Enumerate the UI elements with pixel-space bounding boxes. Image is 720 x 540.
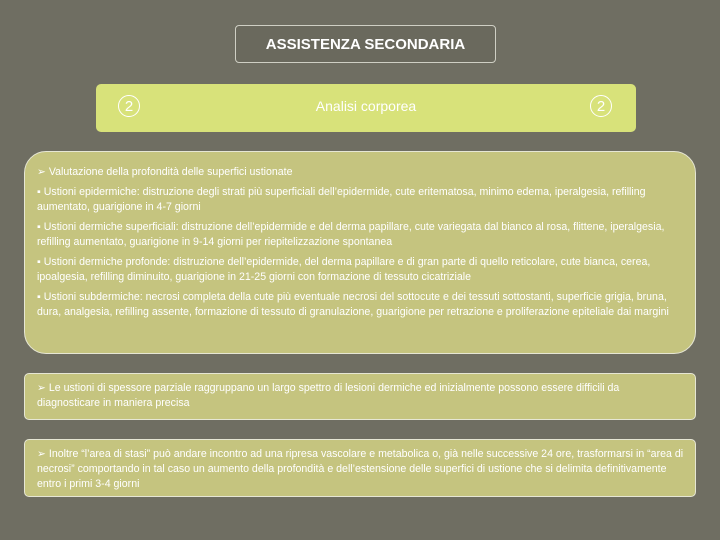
partial-thickness-text: Le ustioni di spessore parziale raggruppano un largo spettro di lesioni dermiche ed inizialmente possono essere difficili da diagnosticare in maniera precisa xyxy=(37,382,620,409)
bullet-text: Ustioni epidermiche: distruzione degli strati più superficiali dell’epidermide, cute eritematosa, minimo edema, iperalgesia, refilling aumentato, guarigione in 4-7 giorni xyxy=(37,186,646,213)
arrow-marker-icon: ➢ xyxy=(37,382,46,394)
partial-thickness-line xyxy=(37,381,685,411)
section-header-bar xyxy=(96,84,636,132)
square-bullet-icon: ▪ xyxy=(37,186,41,198)
step-number-left: 2 xyxy=(118,95,140,117)
intro-line xyxy=(37,165,685,180)
square-bullet-icon: ▪ xyxy=(37,221,41,233)
partial-thickness-panel xyxy=(24,373,696,420)
square-bullet-icon: ▪ xyxy=(37,291,41,303)
list-item xyxy=(37,290,685,320)
bullet-text: Ustioni dermiche profonde: distruzione dell’epidermide, del derma papillare e di gran parte di quello reticolare, cute bianca, cerea, ipoalgesia, refilling diminuito, guarigione in 21-25 giorni con formazione di tessuto cicatriziale xyxy=(37,256,651,283)
square-bullet-icon: ▪ xyxy=(37,256,41,268)
step-number-right: 2 xyxy=(590,95,612,117)
list-item xyxy=(37,220,685,250)
stasis-area-text: Inoltre “l’area di stasi” può andare incontro ad una ripresa vascolare e metabolica o, già nelle successive 24 ore, trasformarsi in “area di necrosi” comportando in tal caso un aumento della profondità e dell’estensione delle superfici di ustione che si delimita definitivamente entro i primi 3-4 giorni xyxy=(37,448,684,490)
stasis-area-line xyxy=(37,447,685,492)
bullet-text: Ustioni subdermiche: necrosi completa della cute più eventuale necrosi del sottocute e dei tessuti sottostanti, superficie grigia, bruna, dura, analgesia, refilling assente, formazione di tessuto di granulazione, guarigione per retrazione e proliferazione epiteliale dai margini xyxy=(37,291,669,318)
burn-depth-panel xyxy=(24,151,696,354)
arrow-marker-icon: ➢ xyxy=(37,166,46,178)
section-label: Analisi corporea xyxy=(315,98,417,114)
stasis-area-panel xyxy=(24,439,696,497)
list-item xyxy=(37,185,685,215)
slide-title: ASSISTENZA SECONDARIA xyxy=(235,25,496,63)
bullet-text: Ustioni dermiche superficiali: distruzione dell’epidermide e del derma papillare, cute variegata dal bianco al rosa, flittene, iperalgesia, refilling aumentato, guarigione in 9-14 giorni per riepitelizzazione spontanea xyxy=(37,221,665,248)
arrow-marker-icon: ➢ xyxy=(37,448,46,460)
intro-text: Valutazione della profondità delle superfici ustionate xyxy=(48,166,293,178)
list-item xyxy=(37,255,685,285)
